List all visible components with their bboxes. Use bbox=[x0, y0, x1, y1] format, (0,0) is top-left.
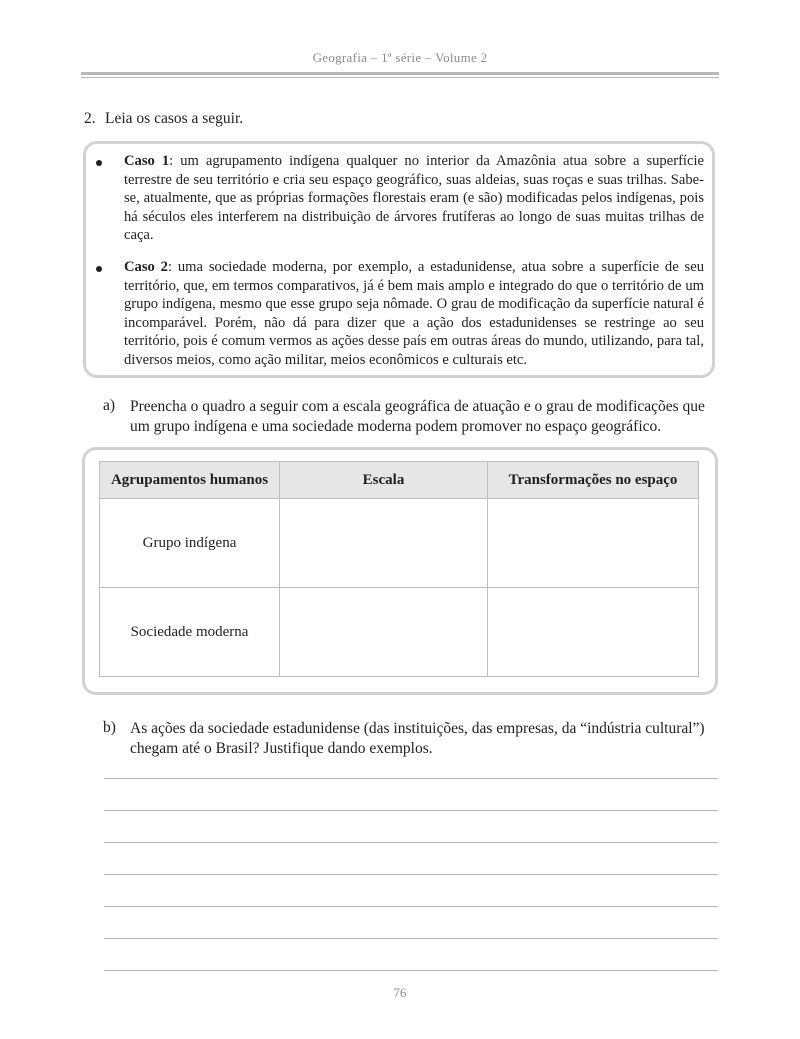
case-2-text: : uma sociedade moderna, por exemplo, a estadunidense, atua sobre a superfície de seu território, que, em termos comparativos, já é bem mais amplo e integrado do que o território de um grupo indígena, mesmo que esse grupo seja nômade. O grau de modificação da superfície natural é incomparável. Porém, não dá para dizer que a ação dos estadunidenses se restringe ao seu território, pois é comum vermos as ações desse país em outras áreas do mundo, utilizando, para tal, diversos meios, como ação militar, meios econômicos e culturais etc. bbox=[124, 259, 704, 368]
header-transformations: Transformações no espaço bbox=[488, 462, 699, 499]
part-b-text: As ações da sociedade estadunidense (das instituições, das empresas, da “indústria cultural”) chegam até o Brasil? Justifique dando exemplos. bbox=[130, 720, 705, 757]
part-b-label: b) bbox=[103, 719, 116, 736]
question-prompt: Leia os casos a seguir. bbox=[105, 110, 244, 127]
answer-table bbox=[99, 461, 699, 677]
case-1-text: : um agrupamento indígena qualquer no interior da Amazônia atua sobre a superfície terrestre de seu território e cria seu espaço geográfico, suas aldeias, suas roças e suas trilhas. Sabe-se, atualmente, que as próprias formações florestais eram (e são) modificadas pelos indígenas, pois há séculos eles interferem na distribuição de árvores frutíferas ao longo de suas muitas trilhas de caça. bbox=[124, 153, 704, 244]
part-a-text: Preencha o quadro a seguir com a escala geográfica de atuação e o grau de modificações que um grupo indígena e uma sociedade moderna podem promover no espaço geográfico. bbox=[130, 398, 705, 435]
row-label-indigenous: Grupo indígena bbox=[100, 499, 280, 588]
header-scale: Escala bbox=[280, 462, 488, 499]
answer-line[interactable] bbox=[104, 874, 718, 875]
page-number: 76 bbox=[393, 985, 407, 1000]
case-2 bbox=[124, 258, 704, 370]
answer-cell-modern-scale[interactable] bbox=[280, 588, 488, 677]
answer-line[interactable] bbox=[104, 810, 718, 811]
table-row bbox=[100, 588, 699, 677]
answer-line[interactable] bbox=[104, 970, 718, 971]
answer-line[interactable] bbox=[104, 842, 718, 843]
case-2-title: Caso 2 bbox=[124, 259, 168, 275]
part-a-label: a) bbox=[103, 397, 116, 414]
header-rule-thick bbox=[81, 72, 719, 75]
answer-line[interactable] bbox=[104, 778, 718, 779]
bullet-icon bbox=[96, 160, 102, 166]
running-header: Geografia – 1ª série – Volume 2 bbox=[312, 50, 488, 65]
answer-cell-modern-transformations[interactable] bbox=[488, 588, 699, 677]
case-1-title: Caso 1 bbox=[124, 153, 170, 169]
table-header-row bbox=[100, 462, 699, 499]
answer-line[interactable] bbox=[104, 906, 718, 907]
answer-cell-indigenous-transformations[interactable] bbox=[488, 499, 699, 588]
question-number: 2. bbox=[84, 110, 96, 127]
answer-line[interactable] bbox=[104, 938, 718, 939]
case-1 bbox=[124, 152, 704, 245]
header-rule-thin bbox=[81, 77, 719, 78]
header-groups: Agrupamentos humanos bbox=[100, 462, 280, 499]
row-label-modern: Sociedade moderna bbox=[100, 588, 280, 677]
bullet-icon bbox=[96, 266, 102, 272]
table-row bbox=[100, 499, 699, 588]
answer-cell-indigenous-scale[interactable] bbox=[280, 499, 488, 588]
